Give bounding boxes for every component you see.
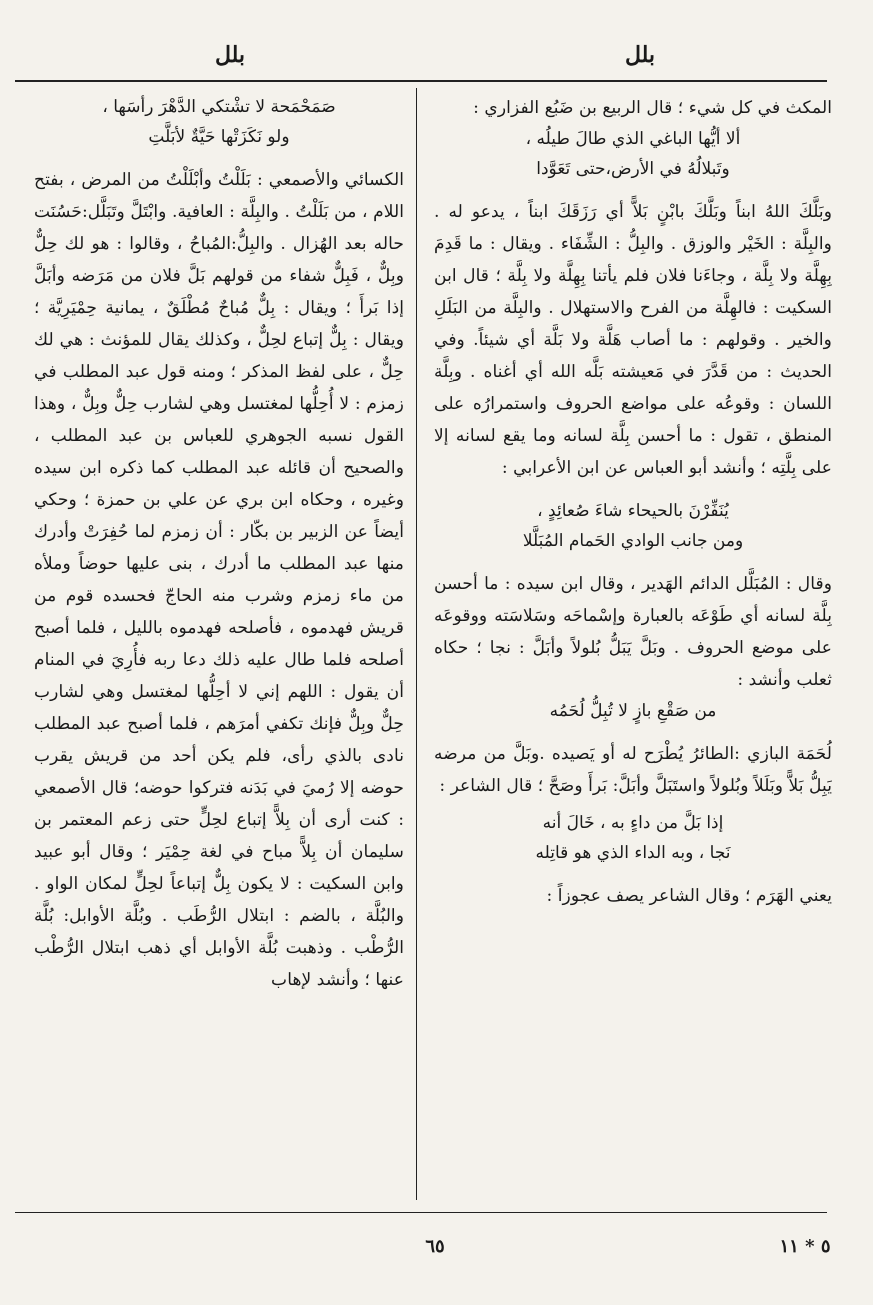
footer-rule [15,1212,827,1213]
verse-line: من صَقْعِ بازٍ لا تُبِلُّ لُحَمُه [549,701,717,721]
paragraph: الكسائي والأصمعي : بَلَلْتُ وأبْلَلْتُ من المرض ، بفتح اللام ، من بَلَلْتُ . والبِلَّة : العافية. وابْتَلَّ وتَبَلَّل:حَسُنَت حاله بعد الهُزال . والبِلُّ:المُباحُ ، وقالوا : هو لك حِلٌّ وبِلٌّ ، فَبِلٌّ شفاء من قولهم بَلَّ فلان من مَرَضه وأبَلَّ إذا بَرأَ ؛ ويقال : بِلٌّ مُباحٌ مُطْلَقٌ ، يمانية حِمْيَرِيَّة ؛ ويقال : بِلٌّ إتباع لحِلٌّ ، وكذلك يقال للمؤنث : هي لك حِلٌّ ، على لفظ المذكر ؛ ومنه قول عبد المطلب في زمزم : لا أُحِلُّها لمغتسل وهي لشارب حِلٌّ وبِلٌّ ، وهذا القول نسبه الجوهري للعباس بن عبد المطلب ، والصحيح أن قائله عبد المطلب كما ذكره ابن سيده وغيره ، وحكاه ابن بري عن علي بن حمزة ؛ وحكي أيضاً عن الزبير بن بكّار : أن زمزم لما حُفِرَتْ وأدرك منها عبد المطلب ما أدرك ، بنى عليها حوضاً وملأه من ماء زمزم وشرب منه الحاجّ فحسده قوم من قريش فهدموه ، فأصلحه فهدموه بالليل ، فلما أصبح أصلحه فلما طال عليه ذلك دعا ربه فأُرِيَ في المنام أن يقول : اللهم إني لا أحِلُّها لمغتسل وهي لشارب حِلٌّ وبِلٌّ فإنك تكفي أمرَهم ، فلما أصبح عبد المطلب نادى بالذي رأى، فلم يكن أحد من قريش يقرب حوضه إلا رُميَ في بَدَنه فتركوا حوضه؛ قال الأصمعي : كنت أرى أن بِلاًّ إتباع لحِلٍّ حتى زعم المعتمر بن سليمان أن بِلاًّ مباح في لغة حِمْيَر ؛ وقال أبو عبيد وابن السكيت : لا يكون بِلٌّ إتباعاً لحِلٍّ لمكان الواو . والبُلَّة ، بالضم : ابتلال الرُّطَب . وبُلَّة الأوابل: بُلَّة الرُّطْب . وذهبت بُلَّة الأوابل أي ذهب ابتلال الرُّطْب عنها ؛ وأنشد لإهاب [34,170,404,990]
page-number: ٦٥ [425,1236,445,1257]
column-divider [416,88,417,1200]
verse-line: صَمَحْمَحة لا تشْتكي الدَّهْرَ رأسَها ، [102,97,336,117]
signature-mark: ٥ * ١١ [779,1236,831,1257]
paragraph: وبَلَّكَ اللهُ ابناً وبَلَّكَ بابْنٍ بَلاًّ أي رَزَقَكَ ابناً ، يدعو له . والبِلَّة : الخَيْر والوزق . والبِلُّ : الشِّفَاء . ويقال : ما قَدِمَ بِهِلَّة ولا بِلَّة ، وجاءَنا فلان فلم يأتنا بِهِلَّة ولا بِلَّة ؛ قال ابن السكيت : فالهِلَّة من الفرح والاستهلال . والبِلَّة من البَلَلِ والخير . وقولهم : ما أصاب هَلَّة ولا بَلَّة أي شيئاً. وفي الحديث : من قَدَّرَ في مَعيشته بَلَّه الله أي أغناه . وبِلَّة اللسان : وقوعُه على مواضع الحروف واستمرارُه على المنطق ، تقول : ما أحسن بِلَّة لسانه وما يقع لسانه إلا على بِلَّتِه ؛ وأنشد أبو العباس عن ابن الأعرابي : [434,202,832,478]
paragraph: لُحَمَة البازي :الطائرُ يُطْرَح له أو يَصيده .وبَلَّ من مرضه يَبِلُّ بَلاًّ وبَلَلاً وبُلولاً واستَبَلَّ وأبَلَّ: بَرأَ وصَحَّ ؛ قال الشاعر : [434,744,832,796]
verse-line: ولو نَكَزَتْها حَيَّةٌ لأبَلَّتِ [148,127,290,147]
verse-line: يُنَفِّرْنَ بالحيحاء شاءَ صُعائِدٍ ، [537,501,729,521]
verse-line: ومن جانب الوادي الحَمام المُبَلَّلا [522,531,744,551]
running-head-left: بلل [214,42,246,68]
running-head-right: بلل [624,42,656,68]
paragraph: وقال : المُبَلَّل الدائم الهَدير ، وقال ابن سيده : ما أحسن بِلَّة لسانه أي طَوْعَه بالعبارة وإسْماحَه وسَلاسَته ووقوعَه على موضع الحروف . وبَلَّ يَبَلُّ بُلولاً وأبَلَّ : نجا ؛ حكاه ثعلب وأنشد : [434,574,832,690]
paragraph: المكث في كل شيء ؛ قال الربيع بن ضَبُع الفزاري : [473,98,832,118]
left-column [34,92,404,1200]
verse-line: ألا أيُّها الباغي الذي طالَ طيلُه ، [525,129,741,149]
verse-line: وتَبلالُهُ في الأرض،حتى تَعَوَّدا [536,159,730,179]
paragraph: يعني الهَرَم ؛ وقال الشاعر يصف عجوزاً : [546,886,832,906]
right-column [434,92,832,1200]
verse-line: نَجا ، وبه الداء الذي هو قاتِله [535,843,731,863]
header-rule [15,80,827,82]
verse-line: إذا بَلَّ من داءٍ به ، خَالَ أنه [542,813,724,833]
